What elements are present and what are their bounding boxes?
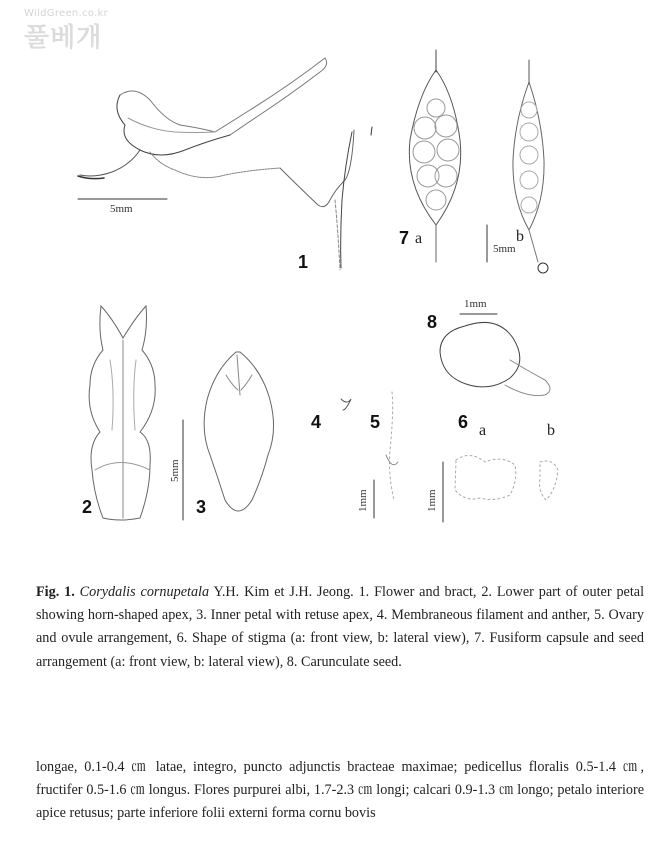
caption-species-name: Corydalis cornupetala xyxy=(79,584,210,600)
watermark-url: WildGreen.co.kr xyxy=(24,8,109,19)
fig-label-3: 3 xyxy=(196,497,207,517)
fig-label-6: 6 xyxy=(458,412,469,432)
caption-text: Y.H. Kim et J.H. Jeong. 1. Flower and bract, 2. Lower part of outer petal showing horn-shaped apex, 3. Inner petal with retuse apex, 4. Membraneous filament and anther, 5. Ovary and ovule arrangement, 6. Shape of stigma (a: front view, b: lateral view), 7. Fusiform capsule and seed arrangement (a: front view, b: lateral view), 8. Carunculate seed. xyxy=(36,584,645,670)
fig-label-7: 7 xyxy=(399,228,410,248)
fig-6b-sublabel: b xyxy=(547,422,555,439)
body-paragraph: longae, 0.1-0.4 ㎝ latae, integro, puncto adjunctis bracteae maximae; pedicellus floralis 0.5-1.4 ㎝, fructifer 0.5-1.6 ㎝ longus. Flores purpurei albi, 1.7-2.3 ㎝ longi; calcari 0.9-1.3 ㎝ longo; petalo interiore apice retusus; parte inferiore folii externi forma cornu bovis xyxy=(36,759,644,822)
fig-label-5: 5 xyxy=(370,412,381,432)
fig-7b-sublabel: b xyxy=(516,228,524,245)
scale-label-fig7: 5mm xyxy=(493,243,516,255)
figure-5-ovary-drawing xyxy=(386,392,398,500)
figure-6a-stigma-drawing xyxy=(455,455,516,499)
watermark-logo: 풀베개 xyxy=(24,23,103,53)
scale-label-fig5: 1mm xyxy=(357,489,369,512)
figure-2-outer-petal-drawing xyxy=(89,306,155,520)
scale-label-fig6: 1mm xyxy=(426,489,438,512)
fig-6a-sublabel: a xyxy=(479,422,487,439)
figure-4-filament-drawing xyxy=(341,399,351,410)
fig-label-2: 2 xyxy=(82,497,93,517)
scale-label-fig2-3: 5mm xyxy=(169,459,181,482)
fig-label-1: 1 xyxy=(298,252,309,272)
fig-label-8: 8 xyxy=(427,312,438,332)
scale-label-fig1: 5mm xyxy=(110,203,133,215)
figure-3-inner-petal-drawing xyxy=(204,352,273,511)
figure-1-flower-drawing xyxy=(78,58,372,270)
fig-7a-sublabel: a xyxy=(415,230,423,247)
caption-fig-label: Fig. 1. xyxy=(36,584,75,600)
figure-caption xyxy=(36,581,644,674)
figure-8-seed-drawing xyxy=(440,322,550,395)
fig-label-4: 4 xyxy=(311,412,322,432)
figure-6b-stigma-drawing xyxy=(540,461,558,500)
scale-label-fig8: 1mm xyxy=(464,298,487,310)
